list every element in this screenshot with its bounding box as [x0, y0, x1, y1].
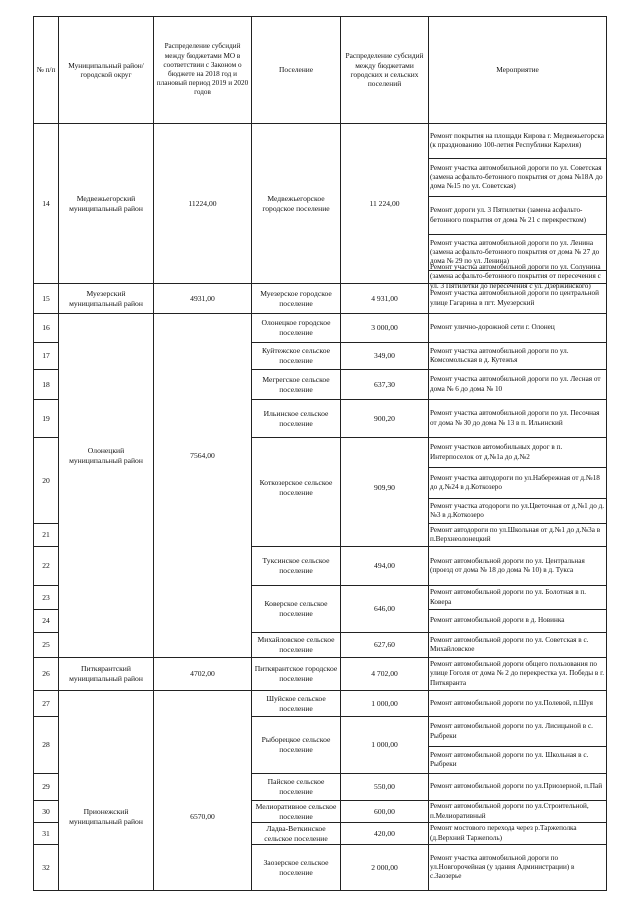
subsidy-settlements-header: Распределение субсидий между бюджетами городских и сельских поселений — [345, 51, 424, 89]
measure-text: Ремонт участка автодороги по ул.Набережная от д.№18 до д.№24 в д.Коткозеро — [430, 473, 600, 491]
row-number: 29 — [42, 782, 50, 792]
measure-text: Ремонт автомобильной дороги по ул. Болотная в п. Ковера — [430, 588, 587, 606]
measure-text: Ремонт автомобильной дороги по ул. Школьная в с. Рыбреки — [430, 750, 589, 768]
row-number: 14 — [42, 198, 50, 208]
row-number: 22 — [42, 561, 50, 571]
settlement-amount: 349,00 — [374, 351, 395, 361]
settlement-amount: 637,30 — [374, 379, 395, 389]
settlement-name: Михайловское сельское поселение — [257, 635, 335, 654]
measure-text: Ремонт автомобильной дороги по ул.Строительной, п.Мелиоративный — [430, 802, 589, 820]
row-number: 21 — [42, 530, 50, 540]
measure-text: Ремонт улично-дорожной сети г. Олонец — [430, 323, 555, 332]
settlement-name: Шуйское сельское поселение — [266, 693, 326, 713]
settlement-amount: 3 000,00 — [371, 323, 398, 333]
measure-header: Мероприятие — [496, 65, 539, 75]
district-amount: 4931,00 — [190, 293, 215, 303]
settlement-name: Пайское сельское поселение — [267, 777, 325, 796]
measure-text: Ремонт автомобильной дороги по ул.Полевой, п.Шуя — [430, 698, 593, 707]
measure-text: Ремонт участка автомобильной дороги по ул. Лесная от дома № 6 до дома № 10 — [430, 375, 601, 393]
settlement-header: Поселение — [278, 65, 314, 75]
row-number: 25 — [42, 640, 50, 650]
settlement-name: Ильинское сельское поселение — [263, 408, 329, 428]
row-number: 19 — [42, 413, 50, 423]
row-number: 27 — [42, 698, 50, 708]
settlement-amount: 1 000,00 — [371, 740, 398, 750]
measure-text: Ремонт автомобильной дороги по ул.Приозерной, п.Пай — [430, 782, 603, 791]
settlement-amount: 550,00 — [374, 782, 395, 792]
measure-text: Ремонт участка автомобильной дороги по ул. Комсомольская в д. Кутежъя — [430, 346, 569, 364]
row-number: 31 — [42, 828, 50, 838]
settlement-name: Коверское сельское поселение — [264, 599, 328, 618]
settlement-amount: 4 931,00 — [371, 293, 398, 303]
settlement-name: Мегрегское сельское поселение — [262, 374, 330, 394]
settlement-name: Куйтежское сельское поселение — [261, 346, 330, 365]
num-header: № п/п — [36, 65, 56, 75]
settlement-amount: 420,00 — [374, 828, 395, 838]
measure-text: Ремонт автомобильной дороги общего пользования по улице Гоголя от дома № 2 до перекрестка ул. Победы в г. Питкяранта — [430, 660, 605, 687]
district-amount: 4702,00 — [190, 669, 215, 679]
row-number: 20 — [42, 475, 50, 485]
measure-text: Ремонт участка автомобильной дороги по ул. Ленина (замена асфальто-бетонного покрытия от дома № 27 до дома № 29 по ул. Ленина) — [430, 238, 600, 266]
settlement-amount: 646,00 — [374, 604, 395, 614]
settlement-amount: 627,60 — [374, 640, 395, 650]
settlement-name: Рыборецкое сельское поселение — [261, 735, 331, 754]
district-amount: 6570,00 — [190, 811, 215, 821]
settlement-name: Муезерское городское поселение — [260, 288, 332, 308]
measure-text: Ремонт мостового перехода через р.Таржеполка (д.Верхний Таржеполь) — [430, 824, 577, 842]
row-number: 16 — [42, 323, 50, 333]
district-amount: 7564,00 — [190, 450, 215, 460]
settlement-name: Медвежьегорское городское поселение — [262, 193, 330, 213]
measure-text: Ремонт автомобильной дороги по ул. Лисицыной в с. Рыбреки — [430, 722, 593, 740]
settlement-amount: 909,90 — [374, 483, 395, 493]
row-number: 30 — [42, 806, 50, 816]
settlement-amount: 2 000,00 — [371, 862, 398, 872]
settlement-amount: 4 702,00 — [371, 669, 398, 679]
measure-text: Ремонт автодороги по ул.Школьная от д.№1 до д.№3а в п.Верхнеолонецкий — [430, 525, 601, 543]
measure-text: Ремонт автомобильной дороги по ул. Советская в с. Михайловское — [430, 635, 589, 653]
measure-text: Ремонт автомобильной дороги по ул. Центральная (проезд от дома № 18 до дома № 10) в д. Тукса — [430, 556, 585, 574]
measure-text: Ремонт участков автомобильных дорог в п. Интерпоселок от д.№1а до д.№2 — [430, 443, 563, 461]
district-name: Олонецкий муниципальный район — [69, 445, 143, 465]
measure-text: Ремонт участка автомобильной дороги по ул.Новгорочейная (у здания Администрации) в с.Заозерье — [430, 853, 575, 881]
district-name: Медвежьегорский муниципальный район — [69, 193, 143, 213]
row-number: 23 — [42, 592, 50, 602]
row-number: 26 — [42, 669, 50, 679]
district-name: Муезерский муниципальный район — [69, 288, 143, 308]
measure-text: Ремонт участка автомобильной дороги по ул. Советская (замена асфальто-бетонного покрытия от дома №18А до дома №15 по ул. Советская) — [430, 163, 603, 191]
measure-text: Ремонт автомобильной дороги в д. Новинка — [430, 616, 565, 625]
measure-text: Ремонт участка автомобильной дороги по центральной улице Гагарина в пгт. Муезерский — [430, 289, 599, 307]
settlement-name: Мелиоративное сельское поселение — [255, 801, 337, 821]
settlement-name: Заозерское сельское поселение — [263, 857, 329, 877]
row-number: 24 — [42, 616, 50, 626]
settlement-name: Туксинское сельское поселение — [262, 556, 330, 575]
settlement-amount: 900,20 — [374, 413, 395, 423]
settlement-amount: 1 000,00 — [371, 698, 398, 708]
row-number: 32 — [42, 862, 50, 872]
measure-text: Ремонт участка автомобильной дороги по ул. Солунина (замена асфальто-бетонного покрытия от пересечения с ул. 3 Пятилетки до пересечения с ул. Дзержинского) — [430, 263, 601, 290]
measure-text: Ремонт покрытия на площади Кирова г. Медвежьегорска (к празднованию 100-летия Республики Карелия) — [430, 131, 604, 149]
row-number: 17 — [42, 351, 50, 361]
settlement-name: Ладва-Веткинское сельское поселение — [264, 823, 328, 843]
subsidy-mo-header: Распределение субсидий между бюджетами МО в соответствии с Законом о бюджете на 2018 год и плановый период 2019 и 2020 годов — [156, 42, 249, 97]
district-name: Питкярантский муниципальный район — [69, 664, 143, 683]
settlement-amount: 600,00 — [374, 806, 395, 816]
row-number: 15 — [42, 293, 50, 303]
measure-text: Ремонт участка атодороги по ул.Цветочная от д.№1 до д.№3 в д.Коткозеро — [430, 501, 605, 519]
row-number: 28 — [42, 740, 50, 750]
measure-text: Ремонт участка автомобильной дороги по ул. Песочная от дома № 30 до дома № 13 в п. Ильинский — [430, 409, 600, 427]
settlement-amount: 11 224,00 — [369, 198, 400, 208]
district-amount: 11224,00 — [188, 198, 217, 208]
district-header: Муниципальный район/городской округ — [68, 60, 144, 79]
settlement-amount: 494,00 — [374, 561, 395, 571]
row-number: 18 — [42, 379, 50, 389]
settlement-name: Питкярантское городское поселение — [254, 664, 338, 683]
settlement-name: Олонецкое городское поселение — [261, 318, 331, 337]
measure-text: Ремонт дороги ул. 3 Пятилетки (замена асфальто-бетонного покрытия от дома № 21 с перекрестком) — [430, 206, 587, 224]
district-name: Прионежский муниципальный район — [69, 806, 143, 826]
settlement-name: Коткозерское сельское поселение — [259, 478, 333, 497]
